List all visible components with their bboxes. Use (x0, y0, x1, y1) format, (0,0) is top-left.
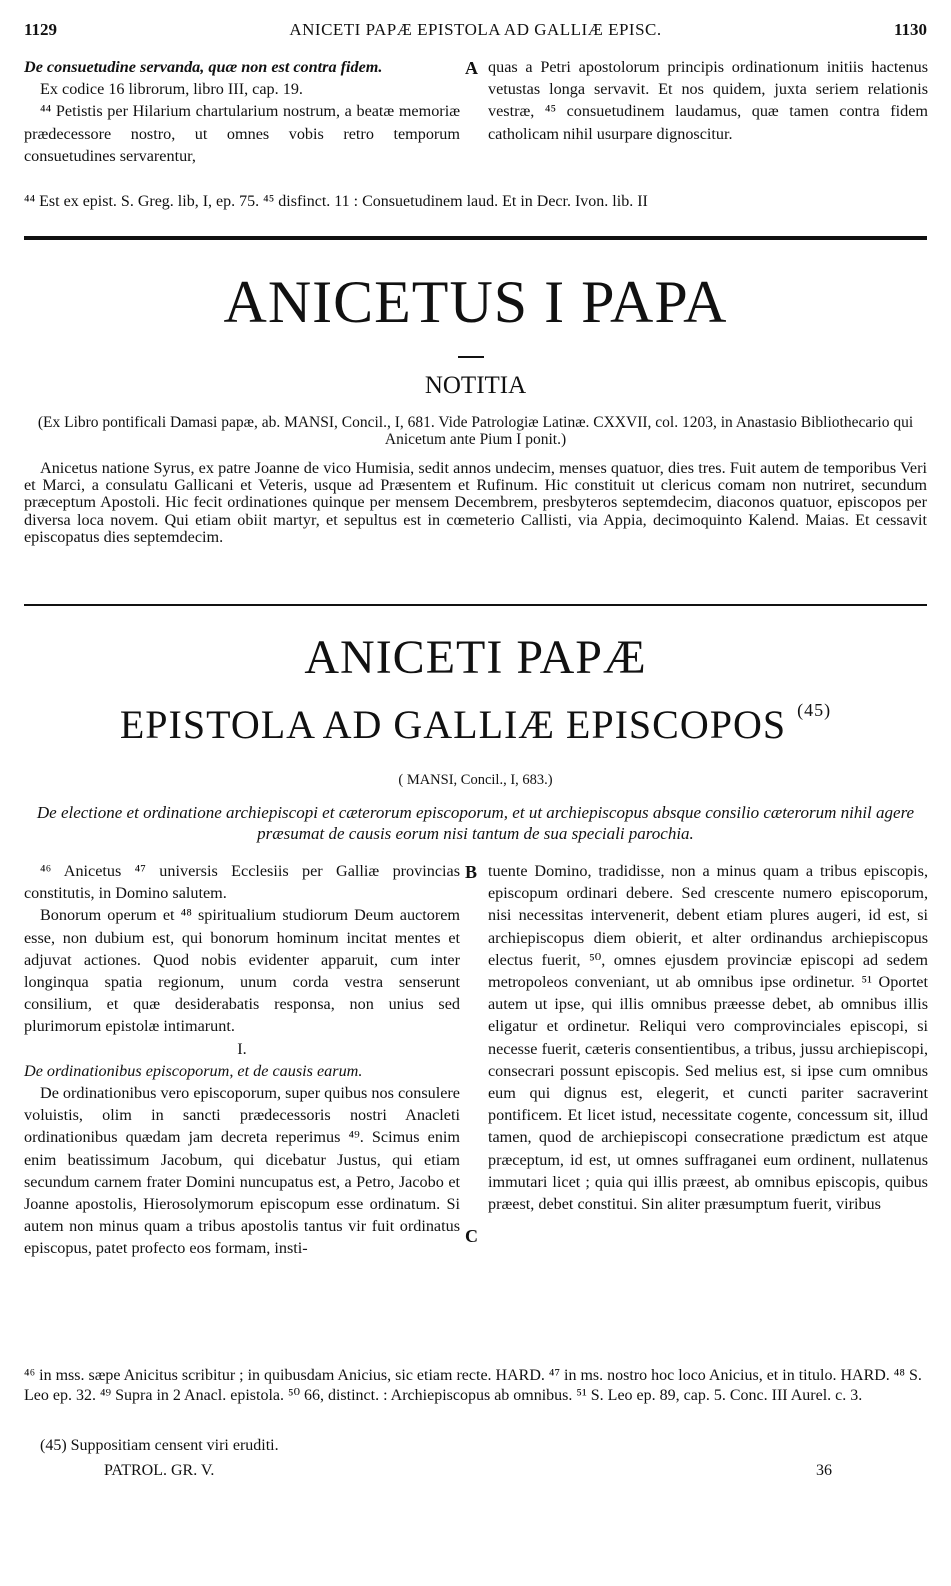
section-heading: De consuetudine servanda, quæ non est contra fidem. (24, 58, 383, 76)
margin-letter-b: B (465, 862, 478, 882)
epistle-footnotes: ⁴⁶ in mss. sæpe Anicitus scribitur ; in quibusdam Anicius, sic etiam recte. HARD. ⁴⁷ in ms. nostro hoc loco Anicius, et in titulo. HARD. ⁴⁸ S. Leo ep. 32. ⁴⁹ Supra in 2 Anacl. epistola. ⁵⁰ 66, distinct. : Archiepiscopus ab omnibus. ⁵¹ S. Leo ep. 89, cap. 5. Conc. III Aurel. c. 3. (24, 1367, 922, 1404)
editorial-note: (45) Suppositiam censent viri eruditi. (40, 1437, 279, 1454)
section-subtitle: NOTITIA (424, 372, 527, 399)
paragraph: Bonorum operum et ⁴⁸ spiritualium studiorum Deum auctorem esse, non dubium est, qui bonorum hominum incitat mentes et adjuvat actiones. Quod nobis evidenter apparuit, cum inter longinqua spatia regionum, unum corda vestra senserunt consilium, et quæ desiderabatis responsa, non unius sed plurimorum epistolæ intimarunt. (24, 906, 460, 1036)
epistle-left-column (24, 860, 460, 1260)
title-dash (458, 356, 484, 358)
epistle-rubric: De electione et ordinatione archiepiscopi et cæterorum episcoporum, et ut archiepiscopus absque consilio cæterorum nihil agere præsumat de causis eorum nisi tantum de sua speciali parochia. (36, 803, 915, 843)
section-divider (24, 604, 927, 606)
epistle-right-column: tuente Domino, tradidisse, non a minus quam a tribus episcopis, episcopum ordinari debere. Sed crescente numero episcoporum, nisi necessitas intervenerit, debent etiam plures augeri, id est, si archiepiscopus diem obierit, et alter ordinandus archiepiscopus electus fuerit, ⁵⁰, omnes ejusdem provinciæ episcopi ad sedem metropoleos conveniant, ut ab omnibus ipse ordinetur. ⁵¹ Oportet autem ut ipse, qui illis omnibus præesse debet, ab omnibus illis eligatur et ordinetur. Reliqui vero comprovinciales episcopi, si necesse fuerit, cæteris consentientibus, a tribus, jussu archiepiscopi, consecrari possunt episcopis. Sed melius est, si ipse cum omnibus eum qui dignus est, elegerit, et cuncti pariter sacraverint pontificem. Et licet istud, necessitate cogente, concessum sit, illud tamen, quod de archiepiscopi consecratione prædictum est atque præceptum, id est, ut omnes suffraganei eum ordinent, nullatenus immutari licet ; quia qui illis præest, ab omnibus episcopis, quibus præest, debet constitui. Sin aliter præsumptum fuerit, viribus (488, 862, 928, 1214)
title-note-marker: (45) (797, 700, 832, 720)
margin-letter-a: A (465, 58, 478, 78)
running-title: ANICETI PAPÆ EPISTOLA AD GALLIÆ EPISC. (289, 20, 662, 39)
margin-letter-c: C (465, 1226, 478, 1246)
page-number-right: 1130 (893, 20, 927, 39)
section-divider (24, 236, 927, 240)
paragraph: De ordinationibus vero episcoporum, super quibus nos consulere voluistis, olim in sancti prædecessoris nostri Anacleti ordinationibus quædam jam decreta reperimus ⁴⁹. Scimus enim enim beatissimum Jacobum, qui dicebatur Justus, qui etiam secundum carnem frater Domini nuncupatus est, a Petro, Jacobo et Joanne apostolis, Hierosolymorum episcopum esse ordinatum. Si autem non minus quam a tribus apostolis tantus vir fuit ordinatus episcopus, patet profecto eos formam, insti- (24, 1084, 460, 1258)
signature-number: 36 (816, 1462, 832, 1479)
section-title: ANICETUS I PAPA (223, 269, 728, 335)
epistle-source: ( MANSI, Concil., I, 683.) (398, 772, 553, 788)
paragraph: ⁴⁴ Petistis per Hilarium chartularium nostrum, a beatæ memoriæ prædecessore nostro, ut omnes vobis retro temporum consuetudines servarentur, (24, 102, 460, 165)
running-header (0, 18, 951, 44)
top-right-column: quas a Petri apostolorum principis ordinationum initiis hactenus vetustas longa servavit. Et nos quidem, juxta seriem relationis vestræ, ⁴⁵ consuetudinem laudamus, quæ tamen contra fidem catholicam nihil usurpare dignoscitur. (488, 58, 928, 143)
source-line: Ex codice 16 librorum, libro III, cap. 19. (40, 80, 303, 99)
top-left-column (24, 56, 460, 167)
epistle-title: ANICETI PAPÆ (304, 631, 647, 684)
notitia-text: Anicetus natione Syrus, ex patre Joanne de vico Humisia, sedit annos undecim, menses quatuor, dies tres. Fuit autem de temporibus Veri et Marci, a consulatu Gallicani et Veteris, usque ad Præsentem et Rufinum. Hic constituit ut clericus comam non nutriret, secundum præceptum Apostoli. Hic fecit ordinationes quinque per mensem Decembrem, presbyteros septemdecim, diaconos quatuor, episcopos per diversa loca novem. Qui etiam obiit martyr, et sepultus est in cœmeterio Callisti, via Appia, decimoquinto Kalend. Maias. Et cessavit episcopatus dies septemdecim. (24, 459, 927, 546)
page-number-left: 1129 (24, 20, 58, 39)
source-citation: (Ex Libro pontificali Damasi papæ, ab. MANSI, Concil., I, 681. Vide Patrologiæ Latinæ. CXXVII, col. 1203, in Anastasio Bibliothecario qui Anicetum ante Pium I ponit.) (37, 414, 914, 448)
epistle-subtitle-text: EPISTOLA AD GALLIÆ EPISCOPOS (119, 702, 787, 747)
chapter-numeral: I. (237, 1039, 247, 1058)
signature-mark: PATROL. GR. V. (104, 1462, 215, 1479)
chapter-heading: De ordinationibus episcoporum, et de causis earum. (24, 1061, 363, 1080)
salutation: ⁴⁶ Anicetus ⁴⁷ universis Ecclesiis per Galliæ provincias constitutis, in Domino salutem. (24, 862, 460, 903)
epistle-subtitle (0, 700, 951, 748)
top-footnote: ⁴⁴ Est ex epist. S. Greg. lib, I, ep. 75. ⁴⁵ disfinct. 11 : Consuetudinem laud. Et in Decr. Ivon. lib. II (24, 193, 648, 210)
